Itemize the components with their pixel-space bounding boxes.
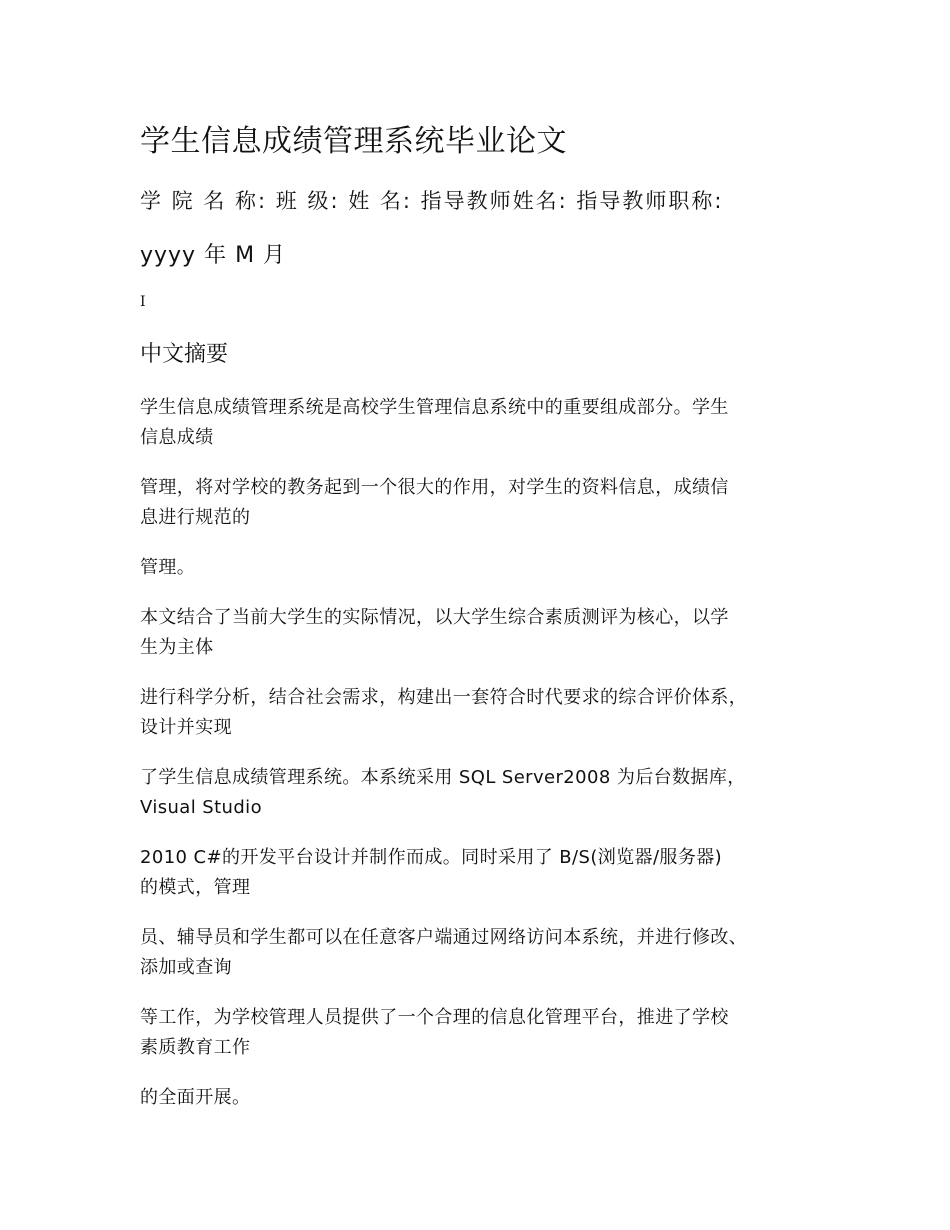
- abstract-paragraph: [140, 603, 830, 663]
- abstract-paragraph: [140, 1003, 830, 1063]
- paragraph-line: 员、辅导员和学生都可以在任意客户端通过网络访问本系统，并进行修改、: [140, 927, 748, 948]
- abstract-paragraph: [140, 393, 830, 453]
- paragraph-line: 添加或查询: [140, 957, 232, 978]
- abstract-paragraph: [140, 683, 830, 743]
- paragraph-line: 进行科学分析，结合社会需求，构建出一套符合时代要求的综合评价体系，: [140, 687, 748, 708]
- paragraph-line: 学生信息成绩管理系统是高校学生管理信息系统中的重要组成部分。学生: [140, 397, 729, 418]
- paragraph-line: 息进行规范的: [140, 507, 251, 528]
- abstract-paragraph: [140, 553, 830, 583]
- section-heading: 中文摘要: [140, 342, 229, 367]
- date-line: yyyy 年 M 月: [140, 243, 287, 268]
- paragraph-line: 管理。: [140, 557, 196, 578]
- abstract-paragraph: [140, 1083, 830, 1113]
- paragraph-line: 本文结合了当前大学生的实际情况，以大学生综合素质测评为核心，以学: [140, 607, 729, 628]
- paragraph-line: 等工作，为学校管理人员提供了一个合理的信息化管理平台，推进了学校: [140, 1007, 729, 1028]
- page-number: I: [140, 294, 146, 310]
- document-title: 学生信息成绩管理系统毕业论文: [140, 124, 567, 159]
- paragraph-line: 生为主体: [140, 637, 214, 658]
- paragraph-line: 的全面开展。: [140, 1087, 251, 1108]
- abstract-paragraph: [140, 763, 830, 823]
- abstract-paragraph: [140, 473, 830, 533]
- abstract-body: [140, 393, 830, 1133]
- paragraph-line: 素质教育工作: [140, 1037, 251, 1058]
- author-info-line: 学 院 名 称: 班 级: 姓 名: 指导教师姓名: 指导教师职称:: [140, 189, 724, 213]
- abstract-paragraph: [140, 923, 830, 983]
- paragraph-line: 管理，将对学校的教务起到一个很大的作用，对学生的资料信息，成绩信: [140, 477, 729, 498]
- paragraph-line: 的模式，管理: [140, 877, 251, 898]
- paragraph-line: 了学生信息成绩管理系统。本系统采用 SQL Server2008 为后台数据库，: [140, 767, 746, 788]
- paragraph-line: Visual Studio: [140, 797, 262, 818]
- paragraph-line: 2010 C#的开发平台设计并制作而成。同时采用了 B/S(浏览器/服务器): [140, 847, 723, 868]
- paragraph-line: 信息成绩: [140, 427, 214, 448]
- paragraph-line: 设计并实现: [140, 717, 232, 738]
- abstract-paragraph: [140, 843, 830, 903]
